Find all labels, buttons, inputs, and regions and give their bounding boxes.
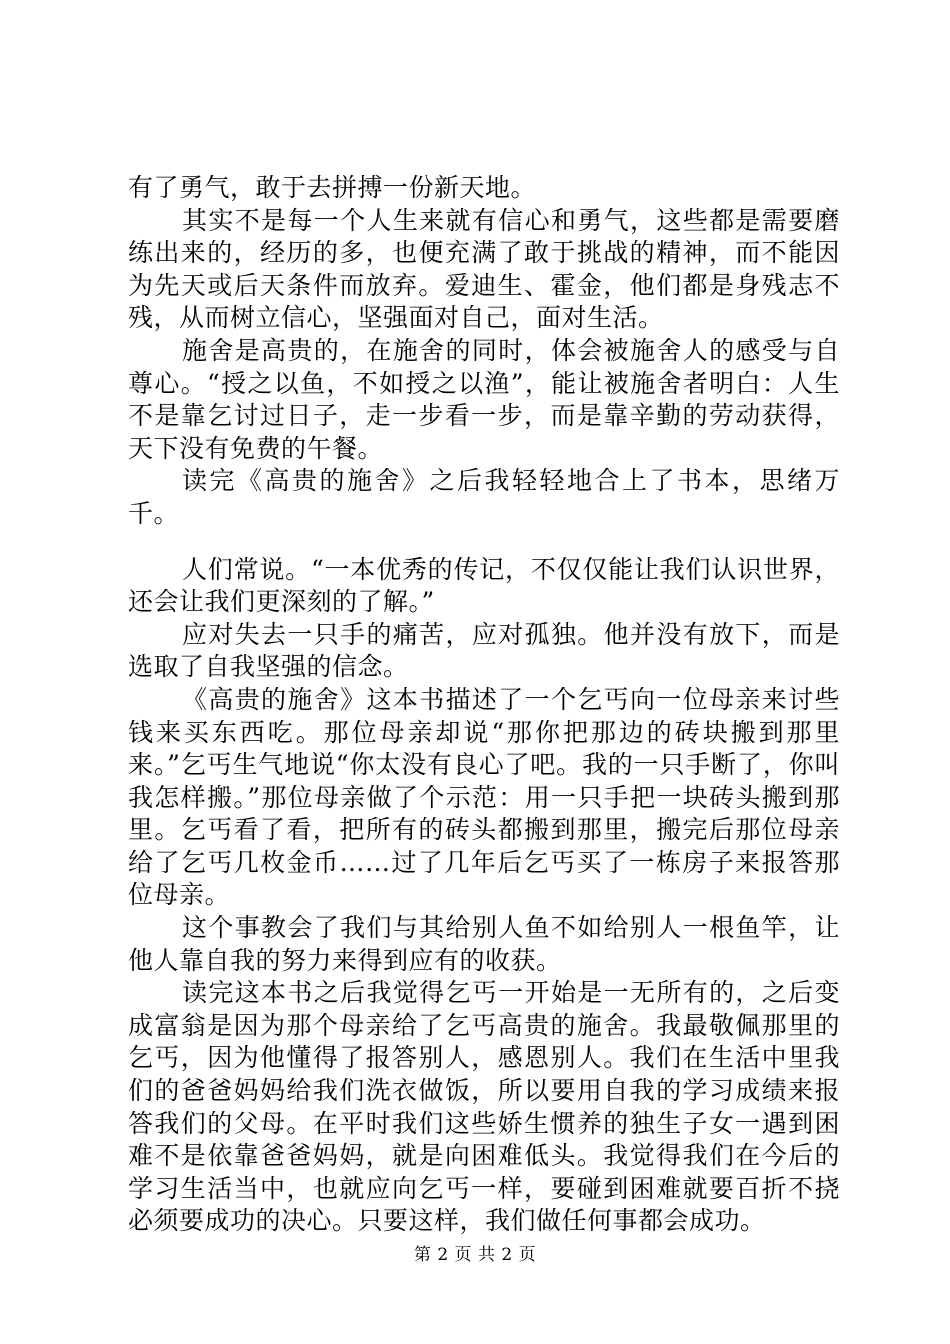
body-text xyxy=(128,172,840,1238)
paragraph: 应对失去一只手的痛苦，应对孤独。他并没有放下，而是选取了自我坚强的信念。 xyxy=(128,619,840,682)
paragraph: 《高贵的施舍》这本书描述了一个乞丐向一位母亲来讨些钱来买东西吃。那位母亲却说“那你把那边的砖块搬到那里来。”乞丐生气地说“你太没有良心了吧。我的一只手断了，你叫我怎样搬。”那位母亲做了个示范：用一只手把一块砖头搬到那里。乞丐看了看，把所有的砖头都搬到那里，搬完后那位母亲给了乞丐几枚金币……过了几年后乞丐买了一栋房子来报答那位母亲。 xyxy=(128,684,840,910)
paragraph: 其实不是每一个人生来就有信心和勇气，这些都是需要磨练出来的，经历的多，也便充满了敢于挑战的精神，而不能因为先天或后天条件而放弃。爱迪生、霍金，他们都是身残志不残，从而树立信心，坚强面对自己，面对生活。 xyxy=(128,205,840,333)
paragraph: 这个事教会了我们与其给别人鱼不如给别人一根鱼竿，让他人靠自我的努力来得到应有的收获。 xyxy=(128,913,840,975)
paragraph: 读完这本书之后我觉得乞丐一开始是一无所有的，之后变成富翁是因为那个母亲给了乞丐高贵的施舍。我最敬佩那里的乞丐，因为他懂得了报答别人，感恩别人。我们在生活中里我们的爸爸妈妈给我们洗衣做饭，所以要用自我的学习成绩来报答我们的父母。在平时我们这些娇生惯养的独生子女一遇到困难不是依靠爸爸妈妈，就是向困难低头。我觉得我们在今后的学习生活当中，也就应向乞丐一样，要碰到困难就要百折不挠必须要成功的决心。只要这样，我们做任何事都会成功。 xyxy=(128,978,840,1236)
paragraph-continuation: 有了勇气，敢于去拼搏一份新天地。 xyxy=(128,173,537,202)
paragraph: 读完《高贵的施舍》之后我轻轻地合上了书本，思绪万千。 xyxy=(128,466,840,528)
paragraph: 人们常说。“一本优秀的传记，不仅仅能让我们认识世界，还会让我们更深刻的了解。” xyxy=(128,554,840,617)
paragraph: 施舍是高贵的，在施舍的同时，体会被施舍人的感受与自尊心。“授之以鱼，不如授之以渔”，能让被施舍者明白：人生不是靠乞讨过日子，走一步看一步，而是靠辛勤的劳动获得，天下没有免费的午餐。 xyxy=(128,335,840,463)
page-footer: 第 2 页 共 2 页 xyxy=(413,1245,537,1265)
section-gap xyxy=(128,531,840,554)
